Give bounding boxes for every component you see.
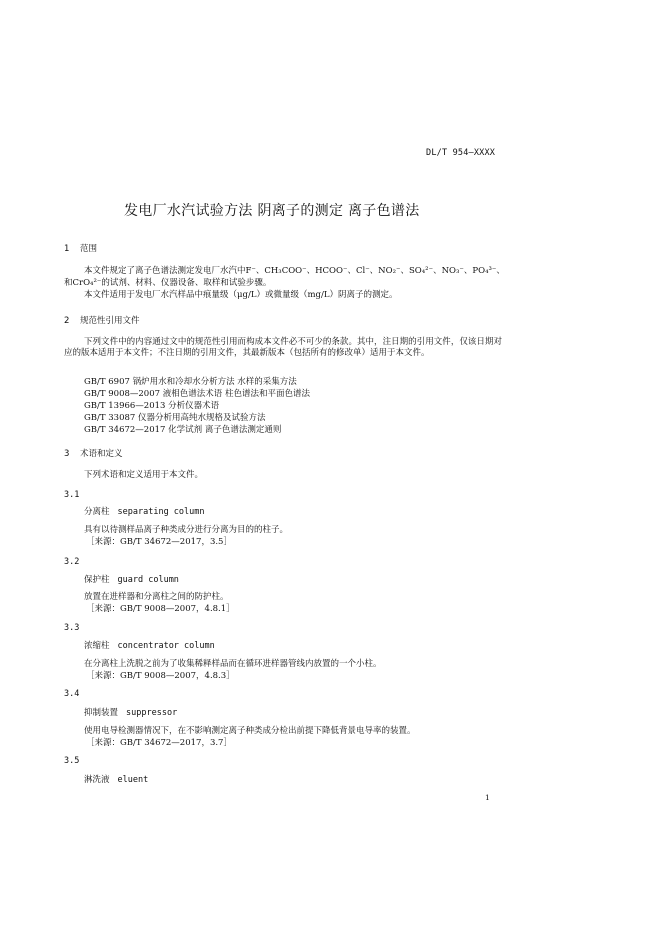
term-chinese: 分离柱 bbox=[84, 507, 110, 517]
term-definition: 使用电导检测器情况下，在不影响测定离子种类成分检出前提下降低背景电导率的装置。 bbox=[84, 726, 416, 736]
scope-paragraph-line-2: 和CrO₄²⁻的试剂、材料、仪器设备、取样和试验步骤。 bbox=[64, 278, 272, 288]
reference-item: GB/T 33087 仪器分析用高纯水规格及试验方法 bbox=[84, 413, 266, 423]
scope-paragraph-line-1: 本文件规定了离子色谱法测定发电厂水汽中F⁻、CH₃COO⁻、HCOO⁻、Cl⁻、NO₂⁻、SO₄²⁻、NO₃⁻、PO₄³⁻、 bbox=[84, 266, 505, 276]
term-number: 3.5 bbox=[64, 756, 80, 766]
section-1-heading bbox=[64, 242, 97, 254]
term-source: ［来源：GB/T 9008—2007，4.8.1］ bbox=[86, 604, 235, 614]
term-heading bbox=[84, 573, 179, 585]
reference-item: GB/T 9008—2007 液相色谱法术语 柱色谱法和平面色谱法 bbox=[84, 389, 310, 399]
term-english: guard column bbox=[117, 575, 179, 585]
reference-item: GB/T 34672—2017 化学试剂 离子色谱法测定通则 bbox=[84, 425, 282, 435]
term-chinese: 保护柱 bbox=[84, 575, 110, 585]
normative-paragraph: 下列文件中的内容通过文中的规范性引用而构成本文件必不可少的条款。其中，注日期的引用文件，仅该日期对应的版本适用于本文件；不注日期的引用文件，其最新版本（包括所有的修改单）适用于本文件。 bbox=[64, 337, 502, 358]
section-3-title: 术语和定义 bbox=[80, 449, 123, 459]
term-definition: 具有以待测样品离子种类成分进行分离为目的的柱子。 bbox=[84, 525, 289, 535]
document-code: DL/T 954—XXXX bbox=[426, 148, 496, 158]
term-heading bbox=[84, 639, 215, 651]
term-heading bbox=[84, 773, 148, 785]
term-chinese: 抑制装置 bbox=[84, 708, 119, 718]
scope-paragraph-2: 本文件适用于发电厂水汽样品中痕量级（μg/L）或微量级（mg/L）阴离子的测定。 bbox=[84, 290, 398, 300]
term-english: eluent bbox=[117, 775, 149, 785]
reference-item: GB/T 13966—2013 分析仪器术语 bbox=[84, 401, 220, 411]
term-number: 3.3 bbox=[64, 623, 80, 633]
term-source: ［来源：GB/T 9008—2007，4.8.3］ bbox=[86, 671, 235, 681]
term-number: 3.1 bbox=[64, 490, 80, 500]
term-number: 3.2 bbox=[64, 557, 80, 567]
term-english: separating column bbox=[117, 507, 205, 517]
section-2-number: 2 bbox=[64, 316, 70, 326]
section-2-heading bbox=[64, 314, 140, 326]
term-source: ［来源：GB/T 34672—2017，3.7］ bbox=[86, 738, 232, 748]
term-chinese: 浓缩柱 bbox=[84, 641, 110, 651]
term-source: ［来源：GB/T 34672—2017，3.5］ bbox=[86, 537, 232, 547]
term-chinese: 淋洗液 bbox=[84, 775, 110, 785]
document-title: 发电厂水汽试验方法 阴离子的测定 离子色谱法 bbox=[124, 203, 420, 219]
terms-intro: 下列术语和定义适用于本文件。 bbox=[84, 470, 204, 480]
section-2-title: 规范性引用文件 bbox=[80, 316, 140, 326]
section-1-title: 范围 bbox=[80, 244, 98, 254]
reference-item: GB/T 6907 锅炉用水和冷却水分析方法 水样的采集方法 bbox=[84, 377, 297, 387]
term-english: concentrator column bbox=[117, 641, 215, 651]
term-number: 3.4 bbox=[64, 689, 80, 699]
term-heading bbox=[84, 706, 177, 718]
section-3-number: 3 bbox=[64, 449, 70, 459]
section-1-number: 1 bbox=[64, 244, 70, 254]
term-definition: 在分离柱上洗脱之前为了收集稀释样品而在循环进样器管线内放置的一个小柱。 bbox=[84, 659, 382, 669]
term-english: suppressor bbox=[126, 708, 178, 718]
term-definition: 放置在进样器和分离柱之间的防护柱。 bbox=[84, 592, 229, 602]
term-heading bbox=[84, 505, 205, 517]
page-number: 1 bbox=[485, 793, 490, 802]
section-3-heading bbox=[64, 447, 123, 459]
